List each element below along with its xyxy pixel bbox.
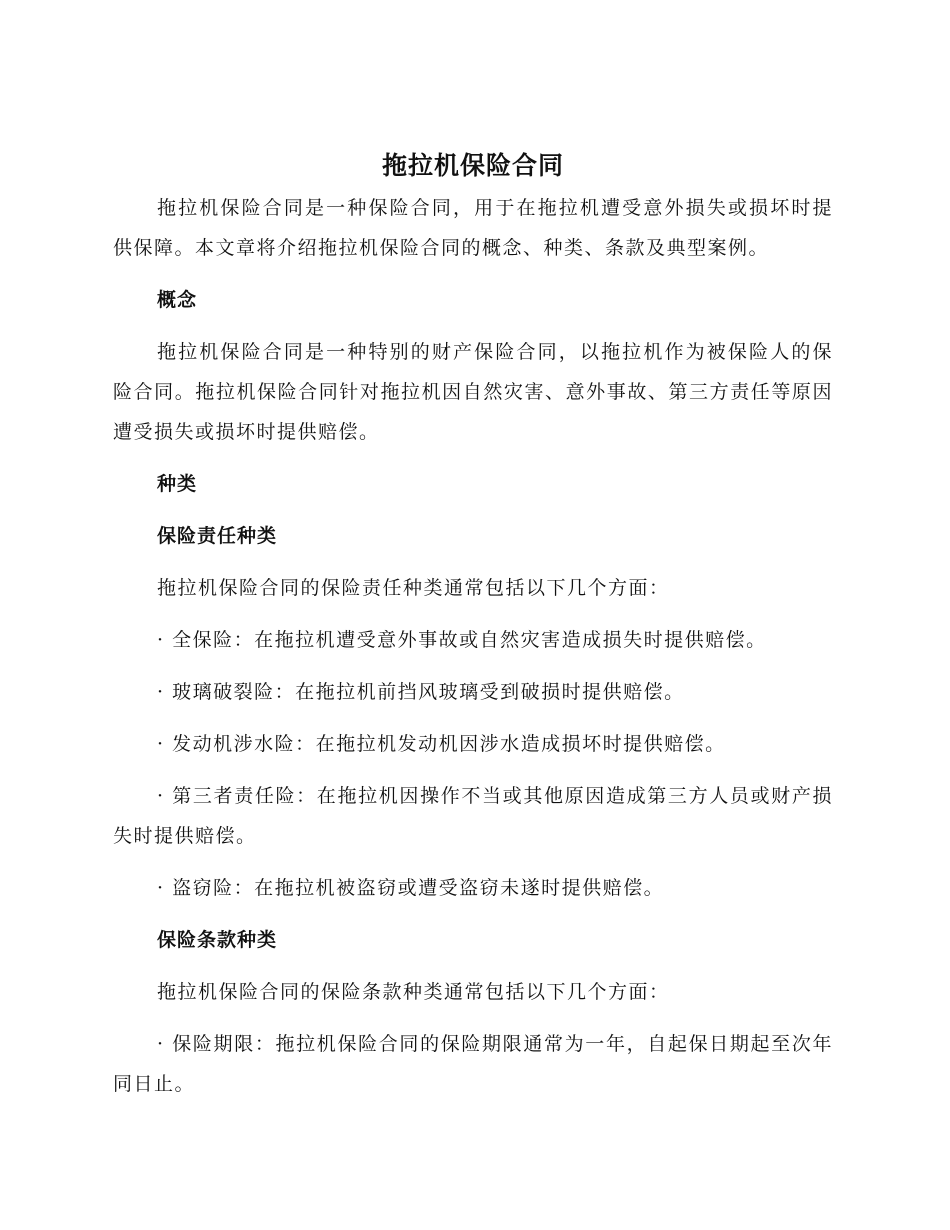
section-heading-clauses: 保险条款种类 — [157, 929, 278, 951]
intro-paragraph: 拖拉机保险合同是一种保险合同，用于在拖拉机遭受意外损失或损坏时提供保障。本文章将介绍拖拉机保险合同的概念、种类、条款及典型案例。 — [113, 197, 833, 259]
section-heading-concept: 概念 — [157, 289, 198, 311]
section-heading-liability: 保险责任种类 — [157, 525, 278, 547]
liability-intro: 拖拉机保险合同的保险责任种类通常包括以下几个方面： — [157, 577, 670, 599]
list-item: · 盗窃险：在拖拉机被盗窃或遭受盗窃未遂时提供赔偿。 — [157, 877, 665, 899]
document-page — [113, 148, 833, 1104]
list-item: · 玻璃破裂险：在拖拉机前挡风玻璃受到破损时提供赔偿。 — [157, 681, 685, 703]
list-item: · 发动机涉水险：在拖拉机发动机因涉水造成损坏时提供赔偿。 — [157, 733, 726, 755]
list-item: · 全保险：在拖拉机遭受意外事故或自然灾害造成损失时提供赔偿。 — [157, 629, 767, 651]
spacer — [113, 960, 833, 972]
list-item: · 保险期限：拖拉机保险合同的保险期限通常为一年，自起保日期起至次年同日止。 — [113, 1033, 833, 1095]
clause-intro: 拖拉机保险合同的保险条款种类通常包括以下几个方面： — [157, 981, 670, 1003]
list-item: · 第三者责任险：在拖拉机因操作不当或其他原因造成第三方人员或财产损失时提供赔偿。 — [113, 785, 833, 847]
spacer — [113, 856, 833, 868]
document-title: 拖拉机保险合同 — [381, 151, 564, 180]
spacer — [113, 1012, 833, 1024]
spacer — [113, 556, 833, 568]
spacer — [113, 452, 833, 464]
spacer — [113, 764, 833, 776]
spacer — [113, 608, 833, 620]
spacer — [113, 712, 833, 724]
spacer — [113, 660, 833, 672]
concept-paragraph: 拖拉机保险合同是一种特别的财产保险合同，以拖拉机作为被保险人的保险合同。拖拉机保险合同针对拖拉机因自然灾害、意外事故、第三方责任等原因遭受损失或损坏时提供赔偿。 — [113, 341, 833, 443]
spacer — [113, 320, 833, 332]
spacer — [113, 268, 833, 280]
spacer — [113, 908, 833, 920]
section-heading-types: 种类 — [157, 473, 198, 495]
spacer — [113, 504, 833, 516]
